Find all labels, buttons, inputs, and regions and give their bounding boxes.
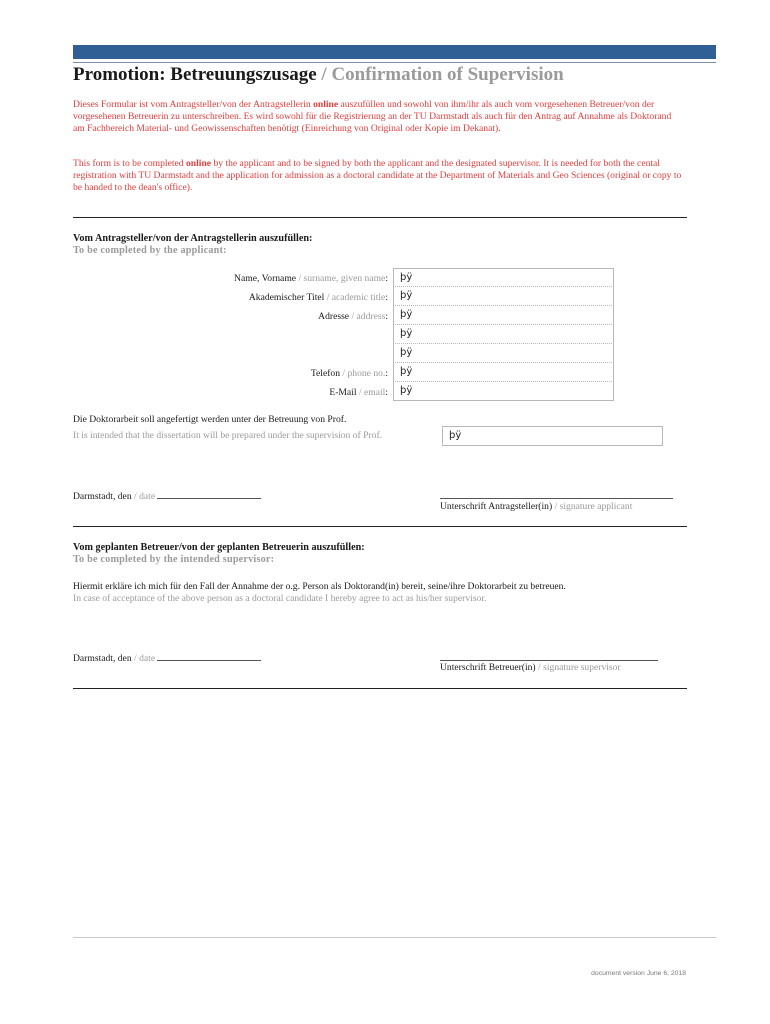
phone-field[interactable]: þÿ xyxy=(393,363,614,382)
supervision-text-english: It is intended that the dissertation will be prepared under the supervision of Prof. xyxy=(73,430,383,441)
title-separator: / xyxy=(316,64,332,85)
applicant-heading-german: Vom Antragsteller/von der Antragstellerin auszufüllen: xyxy=(73,233,313,244)
page-title xyxy=(73,64,564,86)
intro-english: This form is to be completed online by the applicant and to be signed by both the applicant and the designated supervisor. It is needed for both the cental registration with TU Darmstadt and the application for admission as a doctoral candidate at the Department of Materials and Geo Sciences (original or copy to be handed to the dean's office). xyxy=(73,158,682,193)
label-phone: Telefon / phone no.: xyxy=(310,368,388,379)
label-email: E-Mail / email: xyxy=(329,387,388,398)
footer-rule xyxy=(73,937,716,938)
header-color-bar xyxy=(73,45,716,59)
supervisor-heading-english: To be completed by the intended supervisor: xyxy=(73,554,275,565)
section-divider xyxy=(73,217,687,218)
supervisor-date-blank xyxy=(157,651,261,661)
applicant-date-line: Darmstadt, den / date xyxy=(73,489,261,502)
applicant-signature-label: Unterschrift Antragsteller(in) / signature applicant xyxy=(440,501,633,512)
address-field-line-2[interactable]: þÿ xyxy=(393,325,614,344)
name-field[interactable]: þÿ xyxy=(393,268,614,287)
applicant-signature-line xyxy=(440,498,673,499)
professor-field[interactable]: þÿ xyxy=(442,426,663,446)
label-name: Name, Vorname / surname, given name: xyxy=(234,273,388,284)
email-field[interactable]: þÿ xyxy=(393,382,614,401)
title-english: Confirmation of Supervision xyxy=(331,64,564,85)
document-version: document version June 6, 2018 xyxy=(591,970,686,977)
label-address: Adresse / address: xyxy=(318,311,388,322)
supervision-text-german: Die Doktorarbeit soll angefertigt werden unter der Betreuung von Prof. xyxy=(73,414,347,425)
address-field-line-1[interactable]: þÿ xyxy=(393,306,614,325)
header-rule xyxy=(73,62,716,63)
section-divider xyxy=(73,688,687,689)
applicant-date-blank xyxy=(157,489,261,499)
supervisor-signature-line xyxy=(440,660,658,661)
title-german: Promotion: Betreuungszusage xyxy=(73,64,317,85)
supervisor-signature-label: Unterschrift Betreuer(in) / signature supervisor xyxy=(440,662,621,673)
address-field-line-3[interactable]: þÿ xyxy=(393,344,614,363)
intro-german: Dieses Formular ist vom Antragsteller/von der Antragstellerin online auszufüllen und sowohl von ihm/ihr als auch vom vorgesehenen Betreuer/von der vorgesehenen Betreuerin zu unterschreiben. Es wird sowohl für die Registrierung an der TU Darmstadt als auch für den Antrag auf Annahme als Doktorand am Fachbereich Material- und Geowissenschaften benötigt (Einreichung von Original oder Kopie im Dekanat). xyxy=(73,99,672,134)
supervisor-heading-german: Vom geplanten Betreuer/von der geplanten Betreuerin auszufüllen: xyxy=(73,542,365,553)
consent-text-german: Hiermit erkläre ich mich für den Fall der Annahme der o.g. Person als Doktorand(in) bereit, seine/ihre Doktorarbeit zu betreuen. xyxy=(73,581,566,592)
supervisor-date-line: Darmstadt, den / date xyxy=(73,651,261,664)
consent-text-english: In case of acceptance of the above person as a doctoral candidate I hereby agree to act as his/her supervisor. xyxy=(73,593,487,604)
academic-title-field[interactable]: þÿ xyxy=(393,287,614,306)
section-divider xyxy=(73,526,687,527)
label-academic-title: Akademischer Titel / academic title: xyxy=(248,292,388,303)
applicant-heading-english: To be completed by the applicant: xyxy=(73,245,227,256)
